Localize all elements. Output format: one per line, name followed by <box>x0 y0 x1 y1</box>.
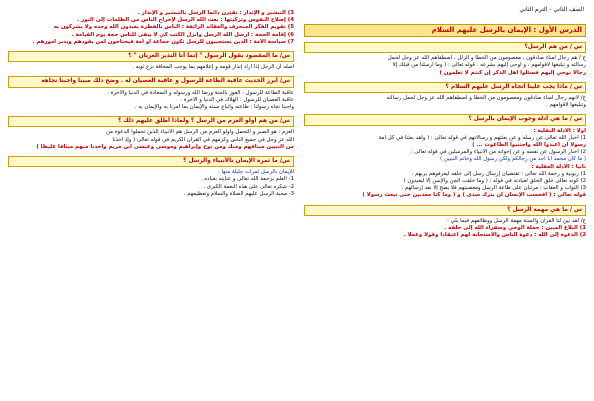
answer-7-line: الله عز وجل في جميع الناس وكرمهم في القرآن الكريم في قوله تعالى ( وإذ أخذنا <box>112 136 294 143</box>
answer-8-title: للإيمان بالرسل ثمرات جليلة منها : <box>217 169 294 176</box>
question-6: س/ أبرز الحديث عاقبة الطاعة للرسول و عاقبة العصيان له . وضح ذلك مبينا واجبنا تجاهه <box>8 76 294 87</box>
answer-2-line: ج/ لأنهم رجال أمناء صادقون ومعصومون من الخطأ و اصطفاهم الله عز وجل لحمل رسالته <box>386 95 586 102</box>
answer-1-line: ج / هم رجال أمناء صادقون ، معصومون من الخطأ و الزلل ، اصطفاهم الله عز وجل لحمل <box>387 55 586 62</box>
mission-item: 4) إصلاح النفوس وتزكيتها : بعث الله الرسل لإخراج الناس من الظلمات إلى النور . <box>77 17 294 24</box>
evidence-title: ثانياً : الأدلة العقلية : <box>531 163 586 170</box>
question-8: س/ ما ثمرة الإيمان بالأنبياء والرسل ؟ <box>8 156 294 167</box>
question-7: س/ من هم أولو العزم من الرسل ؟ ولماذا أطلق عليهم ذلك ؟ <box>8 116 294 127</box>
answer-1-line: رسالته و تبليغها لأقوامهم ، و أوحى إليهم بشرعه . قوله تعالى : ( وما أرسلنا من قبلك إلا <box>392 62 586 69</box>
answer-7-line: من النبيين ميثاقهم ومنك ومن نوح وإبراهيم وموسى وعيسى ابن مريم وأخذنا منهم ميثاقا غليظا ) <box>36 143 294 150</box>
evidence-line: 2) أخبار الرسول عن نفسه و عن إخوانه من الأنبياء والمرسلين في قوله تعالى : <box>410 149 586 156</box>
evidence-line: 2) كونه تعالى خلق الخلق لعبادته في قوله : ( وما خلقت الجن والإنس إلا ليعبدون ) <box>403 178 586 185</box>
question-5: س/ ما المقصود بقول الرسول " إنما أنا النذير العريان " ؟ <box>8 51 294 62</box>
evidence-line: رسولا أن اعبدوا الله واجتنبوا الطاغوت ... ) <box>472 142 586 149</box>
evidence-line: قوله تعالى : ( أفحسب الإنسان أن يترك سدى ) و ( وما كنا معذبين حتى نبعث رسولا ) <box>362 192 586 199</box>
answer-6-line: عاقبة العصيان للرسول : الهلاك في الدنيا و الآخرة . <box>180 96 294 103</box>
question-3: س / ما هي أدلة وجوب الإيمان بالرسل ؟ <box>304 114 586 125</box>
evidence-line: ( ما كان محمد أبا أحد من رجالكم ولكن رسول الله وخاتم النبيين ) <box>440 156 586 163</box>
answer-8-line: 1- العلم برحمة الله تعالى و عنايته بعباده . <box>200 176 294 183</box>
evidence-line: 1) أخبار الله تعالى عن رسله و عن بعثتهم و رسالاتهم في قوله تعالى : ( ولقد بعثنا في كل أمة <box>378 134 586 141</box>
mission-item: 3) التبشير و الإنذار : تقترن دائما الرسل بالتبشير و الإنذار . <box>137 10 294 16</box>
answer-2-line: وتبليغها لأقوامهم . <box>546 102 586 109</box>
evidence-line: 3) الثواب و العقاب : مرتبان على طاعة الرسل ومعصيتهم فلا يصح إلا بعد إرسالهم . <box>401 185 586 192</box>
mission-item: 7) سياسة الأمة : الذين يستجيبون للرسل تكون جماعة أو أمة فيحتاجون لمن يقودهم ويدبر أمورهم . <box>32 38 294 45</box>
question-1: س / من هم الرسل؟ <box>304 42 586 53</box>
answer-1-line: رجالا نوحي إليهم فسئلوا أهل الذكر إن كنتم لا تعلمون ) <box>439 69 586 76</box>
answer-4-line: 2) الدعوة إلى الله : دعوة الناس والاستجابة لهم اعتقادا وقولا وعملا . <box>403 232 586 239</box>
answer-8-line: 3- محبة الرسل عليهم الصلاة والسلام وتعظيمهم . <box>183 190 294 197</box>
question-2: س / ماذا يجب علينا اتجاه الرسل عليهم السلام ؟ <box>304 82 586 93</box>
answer-4-line: ج/ لقد بين لنا القرآن والسنة مهمة الرسل ووظائفهم فيما يلي : <box>447 217 586 224</box>
answer-4-line: 1) البلاغ المبين : حملة الوحي وسفراء الله إلى خلقه . <box>444 225 586 232</box>
answer-5: أصله أن الرجل إذا أراد إنذار قومه و إعلامهم بما يوجب المخافة نزع ثوبه . <box>132 64 294 71</box>
answer-6-line: واجبنا تجاه رسولنا : طاعته واتباع سنته والإيمان بما أمرنا به والإيمان به . <box>134 104 294 111</box>
answer-6-line: عاقبة الطاعة للرسول : الفوز بالجنة ورضا الله ورسوله و السعادة في الدنيا والآخرة . <box>107 89 294 96</box>
answer-8-line: 2- شكره تعالى على هذه النعمة الكبرى . <box>203 183 294 190</box>
evidence-title: أولاً : الأدلة النقلية : <box>533 127 586 134</box>
evidence-line: 1) ربوبية و رحمة الله تعالى : تقتضيان إرسال رسل إلى خلقه ليعرفوهم بربهم . <box>411 170 586 177</box>
lesson-title: الدرس الأول : الإيمان بالرسل عليهم السلام <box>304 24 586 37</box>
mission-item: 5) تقويم الفكر المنحرف والعقائد الزائفة : الناس بالفطرة يعبدون الله وحده ولا يشركون به <box>53 24 294 31</box>
answer-7-line: العزم : هو الصبر و التحمل وأولو العزم من الرسل هم الأنبياء الذين تحملوا الدعوة من <box>105 129 294 136</box>
mission-item: 6) إقامة الحجة : أرسل الله الرسل وأنزل الكتب كي لا يبقى للناس حجة يوم القيامة . <box>71 31 294 38</box>
page-header: الصف الثاني - الترم الثاني <box>519 6 584 13</box>
question-4: س / ما هي مهمة الرسل ؟ <box>304 205 586 216</box>
left-column <box>8 10 294 401</box>
right-column <box>304 24 586 401</box>
